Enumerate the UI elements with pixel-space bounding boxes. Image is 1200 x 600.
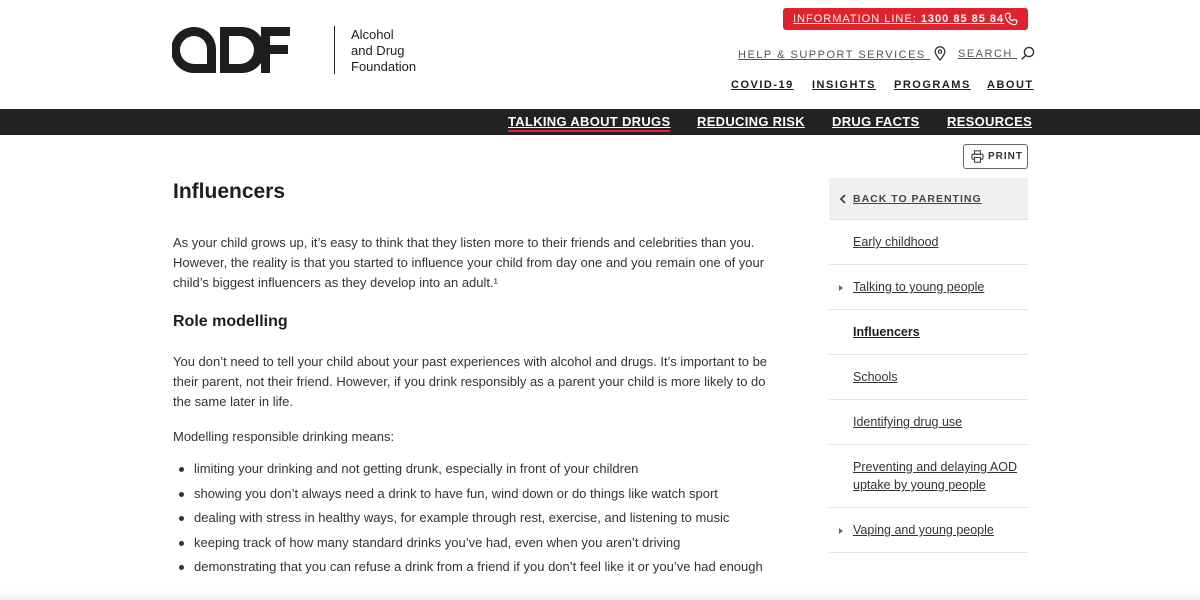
list-item: dealing with stress in healthy ways, for example through rest, exercise, and listening to music xyxy=(173,508,783,528)
logo-wordmark xyxy=(351,27,416,75)
nav-about[interactable]: ABOUT xyxy=(987,79,1034,91)
sidebar-item-label: Vaping and young people xyxy=(853,523,994,537)
nav-covid-19[interactable]: COVID-19 xyxy=(731,79,794,91)
sidebar-item-preventing-aod-uptake[interactable] xyxy=(829,445,1028,508)
section-nav-reducing-risk[interactable]: REDUCING RISK xyxy=(697,114,805,129)
sidebar-item-label: Early childhood xyxy=(853,235,939,249)
section-nav-resources[interactable]: RESOURCES xyxy=(947,114,1033,129)
sidebar-item-schools[interactable] xyxy=(829,355,1028,400)
responsible-drinking-list xyxy=(173,459,783,582)
list-item: limiting your drinking and not getting drunk, especially in front of your children xyxy=(173,459,783,479)
list-item: keeping track of how many standard drinks you’ve had, even when you aren’t driving xyxy=(173,533,783,553)
nav-programs[interactable]: PROGRAMS xyxy=(894,79,971,91)
sidebar-item-talking-to-young-people[interactable] xyxy=(829,265,1028,310)
intro-paragraph: As your child grows up, it’s easy to think that they listen more to their friends and celebrities than you. However, the reality is that you started to influence your child from day one and you remain one of your child’s biggest influencers as they develop into an adult.¹ xyxy=(173,235,765,290)
modelling-intro-paragraph: Modelling responsible drinking means: xyxy=(173,429,395,444)
back-to-parenting-label: BACK TO PARENTING xyxy=(853,193,982,205)
search-label: SEARCH xyxy=(958,48,1013,60)
logo-line-3: Foundation xyxy=(351,59,417,74)
logo-line-2: and Drug xyxy=(351,43,405,58)
information-line-button[interactable] xyxy=(783,8,1028,30)
sidebar-item-label: Influencers xyxy=(853,325,920,339)
section-nav-drug-facts[interactable]: DRUG FACTS xyxy=(832,114,920,129)
print-label: PRINT xyxy=(988,150,1023,162)
section-heading-role-modelling: Role modelling xyxy=(173,313,288,330)
printer-icon xyxy=(971,150,984,163)
search-link[interactable] xyxy=(958,46,1035,60)
parenting-sidebar xyxy=(829,178,1028,553)
sidebar-item-early-childhood[interactable] xyxy=(829,220,1028,265)
logo-line-1: Alcohol xyxy=(351,27,394,42)
caret-right-icon xyxy=(839,285,843,291)
sidebar-item-influencers[interactable] xyxy=(829,310,1028,355)
sidebar-item-label: Preventing and delaying AOD uptake by young people xyxy=(853,460,1017,492)
nav-insights[interactable]: INSIGHTS xyxy=(812,79,876,91)
bottom-shadow xyxy=(0,590,1200,600)
section-nav-talking-about-drugs[interactable]: TALKING ABOUT DRUGS xyxy=(508,114,671,129)
sidebar-item-label: Identifying drug use xyxy=(853,415,963,429)
site-header xyxy=(0,0,1200,109)
sidebar-item-label: Schools xyxy=(853,370,898,384)
sidebar-item-label: Talking to young people xyxy=(853,280,985,294)
page-title: Influencers xyxy=(173,180,286,203)
list-item: showing you don’t always need a drink to have fun, wind down or do things like watch sport xyxy=(173,484,783,504)
chevron-left-icon xyxy=(839,194,847,204)
list-item: demonstrating that you can refuse a drink from a friend if you don’t feel like it or you’ve had enough xyxy=(173,557,783,577)
sidebar-item-identifying-drug-use[interactable] xyxy=(829,400,1028,445)
help-support-link[interactable] xyxy=(738,46,946,61)
phone-icon xyxy=(1004,12,1018,26)
location-pin-icon xyxy=(934,46,946,61)
info-line-number: 1300 85 85 84 xyxy=(920,13,1005,25)
sidebar-item-vaping[interactable] xyxy=(829,508,1028,553)
section-nav-bar xyxy=(0,109,1200,135)
search-icon xyxy=(1021,46,1035,60)
adf-logo-mark xyxy=(172,25,292,75)
back-to-parenting-link[interactable] xyxy=(829,178,1028,220)
print-button[interactable] xyxy=(963,144,1028,169)
help-support-label: HELP & SUPPORT SERVICES xyxy=(738,49,926,61)
info-line-label: INFORMATION LINE: xyxy=(793,13,917,25)
role-modelling-paragraph: You don’t need to tell your child about your past experiences with alcohol and drugs. It’s important to be their parent, not their friend. However, if you drink responsibly as a parent your child is more likely to do the same later in life. xyxy=(173,354,768,409)
caret-right-icon xyxy=(839,528,843,534)
logo-divider xyxy=(334,26,335,74)
